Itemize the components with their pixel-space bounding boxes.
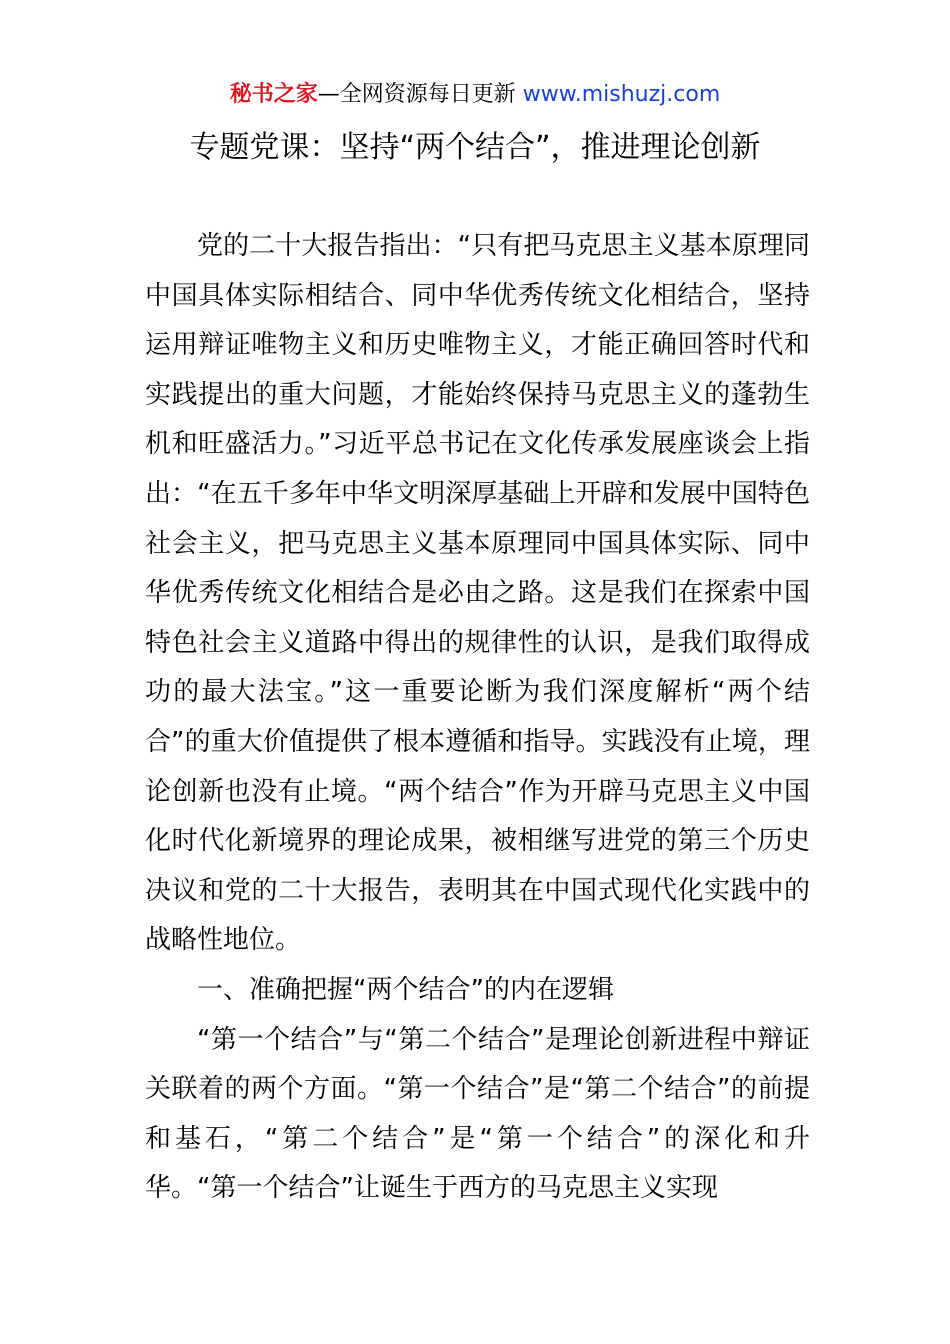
- document-body: [145, 222, 810, 1214]
- section-heading: 一、准确把握“两个结合”的内在逻辑: [197, 974, 614, 1005]
- site-header: [0, 80, 950, 110]
- site-name: 秘书之家: [229, 82, 318, 107]
- section-paragraph: “第一个结合”与“第二个结合”是理论创新进程中辩证关联着的两个方面。“第一个结合”是“第二个结合”的前提和基石，“第二个结合”是“第一个结合”的深化和升华。“第一个结合”让诞生于西方的马克思主义实现: [145, 1024, 810, 1204]
- site-tagline: —全网资源每日更新: [317, 82, 523, 107]
- page-title: 专题党课：坚持“两个结合”，推进理论创新: [189, 130, 761, 165]
- site-url-link[interactable]: www.mishuzj.com: [522, 82, 721, 107]
- intro-paragraph: 党的二十大报告指出：“只有把马克思主义基本原理同中国具体实际相结合、同中华优秀传统文化相结合，坚持运用辩证唯物主义和历史唯物主义，才能正确回答时代和实践提出的重大问题，才能始终保持马克思主义的蓬勃生机和旺盛活力。”习近平总书记在文化传承发展座谈会上指出：“在五千多年中华文明深厚基础上开辟和发展中国特色社会主义，把马克思主义基本原理同中国具体实际、同中华优秀传统文化相结合是必由之路。这是我们在探索中国特色社会主义道路中得出的规律性的认识，是我们取得成功的最大法宝。”这一重要论断为我们深度解析“两个结合”的重大价值提供了根本遵循和指导。实践没有止境，理论创新也没有止境。“两个结合”作为开辟马克思主义中国化时代化新境界的理论成果，被相继写进党的第三个历史决议和党的二十大报告，表明其在中国式现代化实践中的战略性地位。: [145, 231, 810, 956]
